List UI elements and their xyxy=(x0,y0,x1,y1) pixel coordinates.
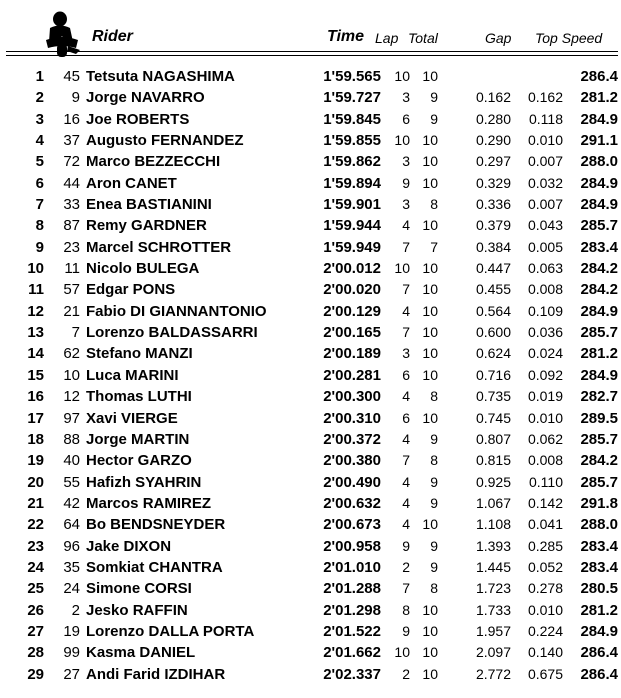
rider-number: 45 xyxy=(63,68,80,85)
lap-number: 7 xyxy=(402,238,410,255)
lap-time: 2'00.380 xyxy=(323,452,381,470)
lap-time: 2'00.189 xyxy=(323,345,381,363)
lap-time: 1'59.901 xyxy=(323,196,381,214)
gap-to-previous: 0.007 xyxy=(527,153,563,170)
gap-to-previous: 0.109 xyxy=(527,302,563,319)
table-row xyxy=(0,429,621,450)
rider-number: 27 xyxy=(63,665,80,683)
position: 3 xyxy=(35,110,44,128)
lap-time: 1'59.862 xyxy=(323,153,381,171)
total-laps: 9 xyxy=(430,494,438,511)
gap-to-previous: 0.008 xyxy=(527,452,563,469)
total-laps: 10 xyxy=(422,366,438,383)
header-time: Time xyxy=(327,28,365,45)
table-row xyxy=(0,237,621,258)
gap-to-previous: 0.036 xyxy=(527,324,563,341)
lap-number: 4 xyxy=(402,473,410,490)
lap-number: 10 xyxy=(394,68,410,84)
table-row xyxy=(0,493,621,514)
table-row xyxy=(0,215,621,236)
position: 1 xyxy=(35,68,44,85)
gap-to-first: 0.297 xyxy=(475,153,511,170)
lap-time: 1'59.855 xyxy=(323,132,381,150)
lap-number: 6 xyxy=(402,366,410,383)
rider-name: Somkiat CHANTRA xyxy=(86,558,223,576)
total-laps: 8 xyxy=(430,388,438,405)
top-speed: 281.2 xyxy=(580,345,618,363)
lap-number: 3 xyxy=(402,196,410,213)
total-laps: 10 xyxy=(422,132,438,149)
rider-name: Aron CANET xyxy=(86,174,177,192)
lap-time: 2'00.372 xyxy=(323,430,381,448)
lap-time: 2'00.012 xyxy=(323,260,381,278)
table-row xyxy=(0,194,621,215)
rider-number: 57 xyxy=(63,281,80,299)
gap-to-first: 0.384 xyxy=(475,238,511,255)
lap-time: 2'00.020 xyxy=(323,281,381,299)
table-row xyxy=(0,109,621,130)
rider-name: Stefano MANZI xyxy=(86,345,193,363)
gap-to-first: 0.162 xyxy=(475,89,511,106)
rider-number: 19 xyxy=(63,622,80,640)
gap-to-first: 0.329 xyxy=(475,174,511,191)
top-speed: 281.2 xyxy=(580,89,618,107)
total-laps: 10 xyxy=(422,302,438,319)
rider-name: Lorenzo BALDASSARRI xyxy=(86,324,258,342)
lap-time: 2'00.281 xyxy=(323,366,381,384)
table-row xyxy=(0,557,621,578)
lap-number: 9 xyxy=(402,537,410,554)
rider-number: 97 xyxy=(63,409,80,427)
rider-name: Nicolo BULEGA xyxy=(86,260,200,278)
position: 5 xyxy=(35,153,44,171)
gap-to-first: 0.379 xyxy=(475,217,511,234)
lap-time: 2'00.490 xyxy=(323,473,381,491)
gap-to-first: 1.108 xyxy=(475,516,511,533)
lap-number: 4 xyxy=(402,516,410,533)
gap-to-first: 0.807 xyxy=(475,430,511,447)
gap-to-previous: 0.162 xyxy=(527,89,563,106)
position: 13 xyxy=(27,324,44,342)
position: 20 xyxy=(27,473,44,491)
total-laps: 10 xyxy=(422,174,438,191)
rider-number: 64 xyxy=(63,516,80,534)
rider-number: 96 xyxy=(63,537,80,555)
table-row xyxy=(0,642,621,663)
lap-number: 6 xyxy=(402,110,410,127)
position: 10 xyxy=(27,260,44,278)
top-speed: 281.2 xyxy=(580,601,618,619)
gap-to-first: 0.925 xyxy=(475,473,511,490)
top-speed: 285.7 xyxy=(580,473,618,491)
total-laps: 10 xyxy=(422,665,438,682)
header-top-speed: Top Speed xyxy=(535,30,603,46)
rider-number: 24 xyxy=(63,580,80,598)
rider-name: Lorenzo DALLA PORTA xyxy=(86,622,255,640)
gap-to-previous: 0.140 xyxy=(527,644,563,661)
lap-time: 1'59.565 xyxy=(323,68,381,85)
lap-time: 2'00.958 xyxy=(323,537,381,555)
table-row xyxy=(0,621,621,642)
position: 23 xyxy=(27,537,44,555)
rider-number: 12 xyxy=(63,388,80,406)
position: 8 xyxy=(35,217,44,235)
gap-to-previous: 0.032 xyxy=(527,174,563,191)
top-speed: 285.7 xyxy=(580,430,618,448)
gap-to-first: 0.336 xyxy=(475,196,511,213)
rider-number: 88 xyxy=(63,430,80,448)
rider-name: Xavi VIERGE xyxy=(86,409,178,427)
total-laps: 8 xyxy=(430,580,438,597)
gap-to-previous: 0.224 xyxy=(527,622,563,639)
gap-to-previous: 0.063 xyxy=(527,260,563,277)
position: 6 xyxy=(35,174,44,192)
total-laps: 9 xyxy=(430,430,438,447)
lap-number: 2 xyxy=(402,665,410,682)
gap-to-first: 2.097 xyxy=(475,644,511,661)
rider-name: Hafizh SYAHRIN xyxy=(86,473,202,491)
position: 24 xyxy=(27,558,44,576)
rider-number: 35 xyxy=(63,558,80,576)
motorcycle-rider-icon xyxy=(40,10,84,58)
rider-number: 37 xyxy=(63,132,80,150)
rider-name: Kasma DANIEL xyxy=(86,644,196,662)
position: 12 xyxy=(27,302,44,320)
rider-name: Augusto FERNANDEZ xyxy=(86,132,244,150)
gap-to-previous: 0.019 xyxy=(527,388,563,405)
lap-number: 9 xyxy=(402,622,410,639)
rider-number: 11 xyxy=(64,260,80,278)
rider-name: Luca MARINI xyxy=(86,366,179,384)
lap-number: 4 xyxy=(402,217,410,234)
top-speed: 283.4 xyxy=(580,558,618,576)
lap-number: 10 xyxy=(394,260,410,277)
table-row xyxy=(0,450,621,471)
top-speed: 285.7 xyxy=(580,324,618,342)
total-laps: 7 xyxy=(430,238,438,255)
lap-number: 2 xyxy=(402,558,410,575)
gap-to-first: 1.393 xyxy=(475,537,511,554)
top-speed: 284.9 xyxy=(580,196,618,214)
total-laps: 10 xyxy=(422,68,438,84)
lap-time: 1'59.894 xyxy=(323,174,381,192)
table-row xyxy=(0,578,621,599)
total-laps: 10 xyxy=(422,622,438,639)
lap-time: 1'59.845 xyxy=(323,110,381,128)
gap-to-first: 1.445 xyxy=(475,558,511,575)
position: 25 xyxy=(27,580,44,598)
rider-name: Marcos RAMIREZ xyxy=(86,494,212,512)
total-laps: 9 xyxy=(430,473,438,490)
total-laps: 10 xyxy=(422,217,438,234)
lap-number: 4 xyxy=(402,388,410,405)
top-speed: 288.0 xyxy=(580,516,618,534)
position: 2 xyxy=(35,89,44,107)
top-speed: 286.4 xyxy=(580,644,618,662)
table-row xyxy=(0,536,621,557)
gap-to-first: 0.447 xyxy=(475,260,511,277)
top-speed: 286.4 xyxy=(580,68,618,85)
lap-number: 4 xyxy=(402,302,410,319)
gap-to-first: 0.815 xyxy=(475,452,511,469)
position: 16 xyxy=(27,388,44,406)
rider-name: Jorge MARTIN xyxy=(86,430,190,448)
rider-name: Marcel SCHROTTER xyxy=(86,238,232,256)
lap-time: 2'00.129 xyxy=(323,302,381,320)
lap-time: 2'00.300 xyxy=(323,388,381,406)
gap-to-first: 0.735 xyxy=(475,388,511,405)
position: 4 xyxy=(35,132,44,150)
lap-time: 2'01.662 xyxy=(323,644,381,662)
lap-number: 3 xyxy=(402,345,410,362)
rider-name: Thomas LUTHI xyxy=(86,388,192,406)
rider-name: Jesko RAFFIN xyxy=(86,601,188,619)
total-laps: 9 xyxy=(430,558,438,575)
lap-time: 2'00.165 xyxy=(323,324,381,342)
table-row xyxy=(0,472,621,493)
gap-to-first: 2.772 xyxy=(475,665,511,682)
gap-to-previous: 0.142 xyxy=(527,494,563,511)
lap-time: 2'00.632 xyxy=(323,494,381,512)
rider-number: 23 xyxy=(63,238,80,256)
top-speed: 284.2 xyxy=(580,281,618,299)
lap-number: 6 xyxy=(402,409,410,426)
gap-to-first: 0.716 xyxy=(475,366,511,383)
rider-number: 21 xyxy=(63,302,80,320)
rider-name: Jake DIXON xyxy=(86,537,172,555)
position: 17 xyxy=(27,409,44,427)
rider-name: Enea BASTIANINI xyxy=(86,196,212,214)
position: 19 xyxy=(27,452,44,470)
gap-to-previous: 0.010 xyxy=(527,601,563,618)
results-table xyxy=(0,66,621,685)
table-row xyxy=(0,365,621,386)
gap-to-previous: 0.024 xyxy=(527,345,563,362)
lap-time: 2'01.010 xyxy=(323,558,381,576)
table-row xyxy=(0,151,621,172)
lap-time: 2'01.298 xyxy=(323,601,381,619)
top-speed: 283.4 xyxy=(580,238,618,256)
top-speed: 283.4 xyxy=(580,537,618,555)
lap-time: 1'59.727 xyxy=(323,89,381,107)
rider-name: Andi Farid IZDIHAR xyxy=(86,665,226,683)
rider-name: Tetsuta NAGASHIMA xyxy=(86,68,235,85)
rider-name: Marco BEZZECCHI xyxy=(86,153,221,171)
gap-to-first: 0.745 xyxy=(475,409,511,426)
gap-to-previous: 0.041 xyxy=(527,516,563,533)
lap-time: 2'01.288 xyxy=(323,580,381,598)
gap-to-previous: 0.010 xyxy=(527,409,563,426)
total-laps: 10 xyxy=(422,644,438,661)
lap-number: 7 xyxy=(402,324,410,341)
total-laps: 9 xyxy=(430,110,438,127)
table-row xyxy=(0,279,621,300)
rider-number: 44 xyxy=(63,174,80,192)
gap-to-previous: 0.092 xyxy=(527,366,563,383)
table-row xyxy=(0,322,621,343)
lap-number: 7 xyxy=(402,580,410,597)
gap-to-first: 0.280 xyxy=(475,110,511,127)
gap-to-previous: 0.285 xyxy=(527,537,563,554)
table-row xyxy=(0,66,621,87)
total-laps: 10 xyxy=(422,409,438,426)
header-rule-top xyxy=(6,51,618,52)
rider-number: 40 xyxy=(63,452,80,470)
rider-number: 2 xyxy=(71,601,80,619)
lap-number: 10 xyxy=(394,644,410,661)
top-speed: 289.5 xyxy=(580,409,618,427)
position: 14 xyxy=(27,345,44,363)
lap-number: 9 xyxy=(402,174,410,191)
lap-time: 2'02.337 xyxy=(323,665,381,683)
gap-to-previous: 0.043 xyxy=(527,217,563,234)
lap-number: 7 xyxy=(402,452,410,469)
top-speed: 291.1 xyxy=(580,132,618,150)
total-laps: 8 xyxy=(430,452,438,469)
total-laps: 9 xyxy=(430,89,438,106)
top-speed: 285.7 xyxy=(580,217,618,235)
position: 15 xyxy=(27,366,44,384)
position: 27 xyxy=(27,622,44,640)
table-row xyxy=(0,664,621,685)
rider-number: 72 xyxy=(63,153,80,171)
lap-time: 1'59.944 xyxy=(323,217,381,235)
rider-number: 7 xyxy=(71,324,80,342)
gap-to-first: 0.455 xyxy=(475,281,511,298)
lap-number: 10 xyxy=(394,132,410,149)
top-speed: 284.9 xyxy=(580,174,618,192)
top-speed: 282.7 xyxy=(580,388,618,406)
gap-to-previous: 0.118 xyxy=(529,110,563,127)
total-laps: 10 xyxy=(422,345,438,362)
rider-number: 55 xyxy=(63,473,80,491)
gap-to-previous: 0.675 xyxy=(527,665,563,682)
total-laps: 10 xyxy=(422,601,438,618)
gap-to-previous: 0.062 xyxy=(527,430,563,447)
position: 21 xyxy=(27,494,44,512)
lap-number: 8 xyxy=(402,601,410,618)
total-laps: 10 xyxy=(422,516,438,533)
table-row xyxy=(0,173,621,194)
gap-to-previous: 0.007 xyxy=(527,196,563,213)
gap-to-previous: 0.005 xyxy=(527,238,563,255)
rider-number: 62 xyxy=(63,345,80,363)
gap-to-first: 0.290 xyxy=(475,132,511,149)
position: 29 xyxy=(27,665,44,683)
rider-number: 87 xyxy=(63,217,80,235)
gap-to-previous: 0.052 xyxy=(527,558,563,575)
lap-number: 3 xyxy=(402,153,410,170)
top-speed: 284.9 xyxy=(580,366,618,384)
top-speed: 286.4 xyxy=(580,665,618,683)
rider-name: Joe ROBERTS xyxy=(86,110,190,128)
top-speed: 284.2 xyxy=(580,260,618,278)
lap-number: 7 xyxy=(402,281,410,298)
top-speed: 291.8 xyxy=(580,494,618,512)
table-row xyxy=(0,258,621,279)
table-row xyxy=(0,408,621,429)
table-row xyxy=(0,343,621,364)
lap-number: 4 xyxy=(402,494,410,511)
rider-name: Edgar PONS xyxy=(86,281,176,299)
position: 18 xyxy=(27,430,44,448)
gap-to-first: 1.957 xyxy=(475,622,511,639)
top-speed: 284.9 xyxy=(580,302,618,320)
position: 26 xyxy=(27,601,44,619)
gap-to-first: 0.600 xyxy=(475,324,511,341)
top-speed: 284.9 xyxy=(580,110,618,128)
header-gap: Gap xyxy=(485,30,512,46)
rider-number: 10 xyxy=(63,366,80,384)
gap-to-previous: 0.008 xyxy=(527,281,563,298)
rider-number: 33 xyxy=(63,196,80,214)
total-laps: 9 xyxy=(430,537,438,554)
total-laps: 10 xyxy=(422,281,438,298)
gap-to-previous: 0.278 xyxy=(527,580,563,597)
lap-time: 2'01.522 xyxy=(323,622,381,640)
table-row xyxy=(0,130,621,151)
header-rider: Rider xyxy=(92,28,133,45)
header-rule-bottom xyxy=(6,55,618,56)
table-row xyxy=(0,386,621,407)
lap-number: 3 xyxy=(402,89,410,106)
table-row xyxy=(0,301,621,322)
gap-to-previous: 0.010 xyxy=(527,132,563,149)
gap-to-previous: 0.110 xyxy=(529,473,563,490)
header-lap: Lap xyxy=(375,30,399,46)
lap-number: 4 xyxy=(402,430,410,447)
position: 11 xyxy=(28,281,44,299)
top-speed: 284.9 xyxy=(580,622,618,640)
total-laps: 10 xyxy=(422,153,438,170)
gap-to-first: 1.067 xyxy=(475,494,511,511)
top-speed: 284.2 xyxy=(580,452,618,470)
gap-to-first: 1.723 xyxy=(475,580,511,597)
gap-to-first: 0.564 xyxy=(475,302,511,319)
table-row xyxy=(0,600,621,621)
position: 28 xyxy=(27,644,44,662)
header-total: Total xyxy=(408,30,438,46)
rider-name: Jorge NAVARRO xyxy=(86,89,205,107)
total-laps: 8 xyxy=(430,196,438,213)
rider-name: Remy GARDNER xyxy=(86,217,207,235)
table-header xyxy=(0,0,621,64)
lap-time: 2'00.673 xyxy=(323,516,381,534)
top-speed: 280.5 xyxy=(580,580,618,598)
rider-name: Simone CORSI xyxy=(86,580,192,598)
rider-name: Bo BENDSNEYDER xyxy=(86,516,226,534)
position: 22 xyxy=(27,516,44,534)
rider-number: 9 xyxy=(71,89,80,107)
top-speed: 288.0 xyxy=(580,153,618,171)
rider-name: Fabio DI GIANNANTONIO xyxy=(86,302,267,320)
table-row xyxy=(0,514,621,535)
rider-number: 99 xyxy=(63,644,80,662)
lap-time: 2'00.310 xyxy=(323,409,381,427)
gap-to-first: 0.624 xyxy=(475,345,511,362)
rider-name: Hector GARZO xyxy=(86,452,192,470)
rider-number: 16 xyxy=(63,110,80,128)
position: 7 xyxy=(35,196,44,214)
position: 9 xyxy=(35,238,44,256)
gap-to-first: 1.733 xyxy=(475,601,511,618)
lap-time: 1'59.949 xyxy=(323,238,381,256)
rider-number: 42 xyxy=(63,494,80,512)
table-row xyxy=(0,87,621,108)
total-laps: 10 xyxy=(422,260,438,277)
total-laps: 10 xyxy=(422,324,438,341)
